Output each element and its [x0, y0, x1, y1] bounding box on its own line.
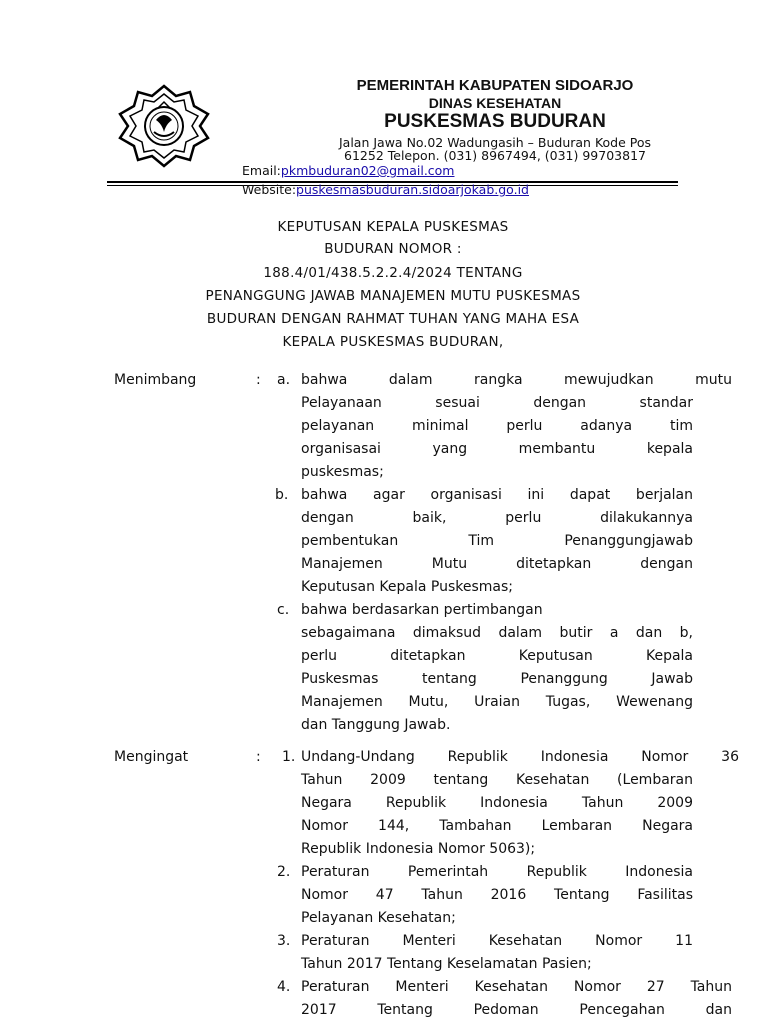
letterhead-institution-name: PUSKESMAS BUDURAN: [384, 111, 606, 132]
letterhead-address-line-1: Jalan Jawa No.02 Wadungasih – Buduran Kode Pos: [338, 135, 652, 150]
menimbang-item-a-line-2: Pelayanaan sesuai dengan standar: [301, 395, 693, 411]
website-label: Website:: [242, 182, 297, 197]
menimbang-item-c-line-5: Manajemen Mutu, Uraian Tugas, Wewenang: [301, 694, 693, 710]
menimbang-item-c-line-3: perlu ditetapkan Keputusan Kepala: [301, 648, 693, 664]
menimbang-item-a-line-3: pelayanan minimal perlu adanya tim: [301, 418, 693, 434]
letterhead-government-name: PEMERINTAH KABUPATEN SIDOARJO: [356, 77, 634, 94]
mengingat-item-4-line-2: 2017 Tentang Pedoman Pencegahan dan: [301, 1002, 732, 1018]
menimbang-item-a-line-5: puskesmas;: [301, 464, 384, 480]
menimbang-label: Menimbang: [114, 372, 197, 388]
mengingat-item-1-line-3: Negara Republik Indonesia Tahun 2009: [301, 795, 693, 811]
menimbang-item-b-line-4: Manajemen Mutu ditetapkan dengan: [301, 556, 693, 572]
mengingat-item-2-marker: 2.: [277, 864, 291, 880]
menimbang-item-a-line-4: organisasai yang membantu kepala: [301, 441, 693, 457]
mengingat-item-3-line-1: Peraturan Menteri Kesehatan Nomor 11: [301, 933, 693, 949]
website-link[interactable]: puskesmasbuduran.sidoarjokab.go.id: [296, 182, 529, 197]
mengingat-item-1-line-1: Undang-Undang Republik Indonesia Nomor 36: [301, 749, 739, 765]
menimbang-item-b-line-5: Keputusan Kepala Puskesmas;: [301, 579, 514, 595]
mengingat-item-3-line-2: Tahun 2017 Tentang Keselamatan Pasien;: [301, 956, 592, 972]
regency-crest-icon: [118, 84, 210, 168]
mengingat-item-1-line-5: Republik Indonesia Nomor 5063);: [301, 841, 536, 857]
menimbang-item-a-line-1: bahwa dalam rangka mewujudkan mutu: [301, 372, 732, 388]
mengingat-item-2-line-3: Pelayanan Kesehatan;: [301, 910, 456, 926]
menimbang-item-c-line-4: Puskesmas tentang Penanggung Jawab: [301, 671, 693, 687]
menimbang-item-c-line-6: dan Tanggung Jawab.: [301, 717, 451, 733]
email-label: Email:: [242, 163, 281, 178]
mengingat-item-1-line-2: Tahun 2009 tentang Kesehatan (Lembaran: [301, 772, 693, 788]
mengingat-item-2-line-2: Nomor 47 Tahun 2016 Tentang Fasilitas: [301, 887, 693, 903]
website-row: [242, 182, 529, 197]
menimbang-item-b-line-3: pembentukan Tim Penanggungjawab: [301, 533, 693, 549]
letterhead-address-line-2: 61252 Telepon. (031) 8967494, (031) 99703817: [344, 148, 646, 163]
menimbang-item-c-marker: c.: [277, 602, 290, 618]
menimbang-item-b-line-1: bahwa agar organisasi ini dapat berjalan: [301, 487, 693, 503]
email-row: [242, 163, 454, 178]
title-line-6: KEPALA PUSKESMAS BUDURAN,: [282, 334, 504, 350]
mengingat-item-3-marker: 3.: [277, 933, 291, 949]
letterhead-department-name: DINAS KESEHATAN: [428, 95, 562, 111]
title-line-4: PENANGGUNG JAWAB MANAJEMEN MUTU PUSKESMAS: [205, 288, 581, 304]
menimbang-colon: :: [256, 372, 261, 388]
title-line-1: KEPUTUSAN KEPALA PUSKESMAS: [277, 219, 509, 235]
mengingat-item-4-line-1: Peraturan Menteri Kesehatan Nomor 27 Tahun: [301, 979, 732, 995]
mengingat-colon: :: [256, 749, 261, 765]
title-line-5: BUDURAN DENGAN RAHMAT TUHAN YANG MAHA ESA: [206, 311, 580, 327]
email-link[interactable]: pkmbuduran02@gmail.com: [280, 163, 455, 178]
menimbang-item-a-marker: a.: [277, 372, 291, 388]
mengingat-item-1-line-4: Nomor 144, Tambahan Lembaran Negara: [301, 818, 693, 834]
menimbang-item-b-line-2: dengan baik, perlu dilakukannya: [301, 510, 693, 526]
menimbang-item-b-marker: b.: [275, 487, 289, 503]
mengingat-label: Mengingat: [114, 749, 189, 765]
menimbang-item-c-line-1: bahwa berdasarkan pertimbangan: [301, 602, 543, 618]
menimbang-item-c-line-2: sebagaimana dimaksud dalam butir a dan b,: [301, 625, 693, 641]
mengingat-item-1-marker: 1.: [282, 749, 296, 765]
title-line-2: BUDURAN NOMOR :: [324, 241, 462, 257]
title-line-3: 188.4/01/438.5.2.2.4/2024 TENTANG: [263, 265, 523, 281]
mengingat-item-2-line-1: Peraturan Pemerintah Republik Indonesia: [301, 864, 693, 880]
mengingat-item-4-marker: 4.: [277, 979, 291, 995]
